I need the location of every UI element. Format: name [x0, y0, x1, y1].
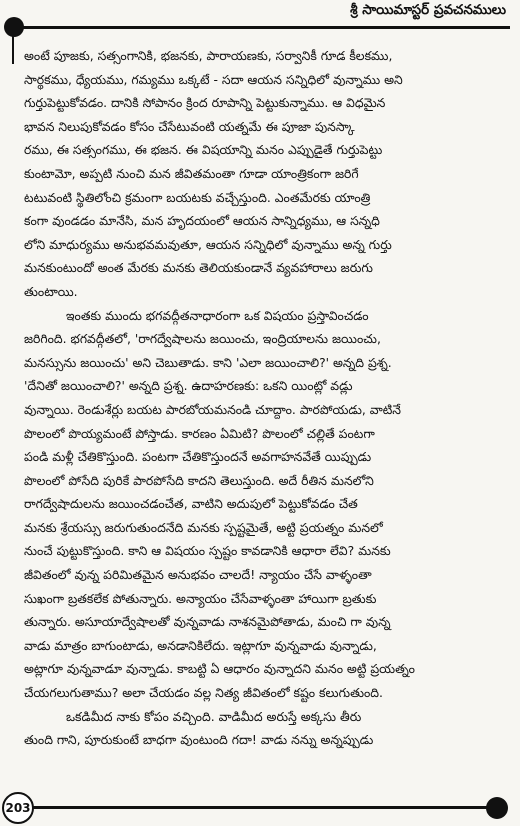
text-line: తున్నారు. అసూయాద్వేషాలతో వున్నవాడు నాశనమైపోతాడు, మంచి గా వున్న: [24, 614, 391, 630]
text-line: తుంటాయి.: [24, 283, 78, 299]
text-line: సార్థకము, ధ్యేయము, గమ్యము ఒక్కటే - సదా ఆయన సన్నిధిలో వున్నాము అని: [24, 71, 403, 87]
text-line: భావన నిలుపుకోవడం కోసం చేసేటువంటి యత్నమే ఈ పూజా పునస్కా: [24, 118, 355, 134]
text-line: ఒకడిమీద నాకు కోపం వచ్చింది. వాడిమీద అరుస్తే అక్కసు తీరు: [66, 708, 362, 724]
text-line: పండి మళ్లీ చేతికొస్తుంది. పంటగా చేతికొస్తుందనే అవగాహనవేతే యిప్పుడు: [24, 449, 372, 465]
text-line: జీవితంలో వున్న పరిమితమైన అనుభవం చాలదే! న్యాయం చేసే వాళ్ళంతా: [24, 567, 372, 583]
text-line: రము, ఈ సత్సంగము, ఈ భజన. ఈ విషయాన్ని మనం ఎప్పుడైతే గుర్తుపెట్టు: [24, 142, 383, 158]
page-number: 203: [2, 792, 34, 824]
text-line: కంగా వుండడం మానేసి, మన హృదయంలో ఆయన సాన్నిధ్యము, ఆ సన్నధి: [24, 213, 380, 229]
text-line: సుఖంగా బ్రతకలేక పోతున్నారు. అన్యాయం చేసేవాళ్ళంతా హాయిగా బ్రతుకు: [24, 590, 377, 606]
text-line: వాడు మాత్రం బాగుంటాడు, అనడానికిలేదు. ఇట్లాగూ వున్నవాడు వున్నాడు,: [24, 637, 377, 653]
text-line: గుర్తుపెట్టుకోవడం. దానికి సోపానం క్రింద రూపాన్ని పెట్టుకున్నాము. ఆ విధమైన: [24, 95, 386, 111]
text-line: 'దేనితో జయించాలి?' అన్నది ప్రశ్న. ఉదాహరణకు: ఒకని యింట్లో వడ్లు: [24, 378, 353, 394]
footer-rule: [30, 806, 498, 809]
footer-ornament-dot: [486, 797, 508, 819]
text-line: తుంది గాని, పూరుకుంటే బాధగా వుంటుంది గదా! వాడు నన్ను అన్నప్పుడు: [24, 732, 374, 748]
text-line: చేయగలుగుతాము? అలా చేయడం వల్ల నిత్య జీవితంలో కష్టం కలుగుతుంది.: [24, 685, 383, 701]
text-line: కుంటామో, అప్పటి నుంచి మన జీవితమంతా గూడా యాంత్రికంగా జరిగే: [24, 165, 359, 181]
text-line: వున్నాయి. రెండుశేర్లు బయట పారబోయమనండి చూద్దాం. పారపోయడు, వాటినే: [24, 401, 402, 417]
left-margin-rule: [12, 36, 14, 64]
text-line: నుంచే పుట్టుకొస్తుంది. కాని ఆ విషయం స్పష్టం కావడానికి ఆధారా లేవి? మనకు: [24, 543, 391, 559]
header-rule: [18, 26, 510, 29]
text-line: పొలంలో పొయ్యమంటే పోస్తాడు. కారణం ఏమిటి? పొలంలో చల్లితే పంటగా: [24, 425, 375, 441]
text-line: టటువంటి స్థితిలోంచి క్రమంగా బయటకు వచ్చేస్తుంది. ఎంతమేరకు యాంత్రి: [24, 189, 371, 205]
text-line: లోని మాధుర్యము అనుభవమవుతూ, ఆయన సన్నిధిలో వున్నాము అన్న గుర్తు: [24, 236, 392, 252]
text-line: రాగద్వేషాదులను జయించడంచేత, వాటిని అదుపులో పెట్టుకోవడం చేత: [24, 496, 358, 512]
text-line: అంటే పూజకు, సత్సంగానికి, భజనకు, పారాయణకు, సర్వానికీ గూడ కీలకము,: [24, 48, 393, 63]
text-line: ఇంతకు ముందు భగవద్గీతనాధారంగా ఒక విషయం ప్రస్తావించడం: [66, 307, 369, 323]
text-line: మనకు శ్రేయస్సు జరుగుతుందనేది మనకు స్పష్టమైతే, అట్టి ప్రయత్నం మనలో: [24, 519, 383, 535]
text-line: జరిగింది. భగవద్గీతలో, 'రాగద్వేషాలను జయించు, ఇంద్రియాలను జయించు,: [24, 331, 381, 347]
text-line: అట్లాగూ వున్నవాడూ వున్నాడు. కాబట్టి ఏ ఆధారం వున్నాదని మనం అట్టి ప్రయత్నం: [24, 661, 415, 677]
body-text: [24, 44, 510, 752]
running-title: శ్రీ సాయిమాస్టర్ ప్రవచనములు: [350, 2, 506, 18]
text-line: మనస్సును జయించు' అని చెబుతాడు. కాని 'ఎలా జయించాలి?' అన్నది ప్రశ్న.: [24, 354, 392, 370]
text-line: పొలంలో పోసేది పురికే పారపోసేది కాదని తెలుస్తుంది. అదే రీతిన మనలోని: [24, 472, 374, 488]
text-line: మనకుంటుందో అంత మేరకు మనకు తెలియకుండానే వ్యవహారాలు జరుగు: [24, 260, 373, 276]
